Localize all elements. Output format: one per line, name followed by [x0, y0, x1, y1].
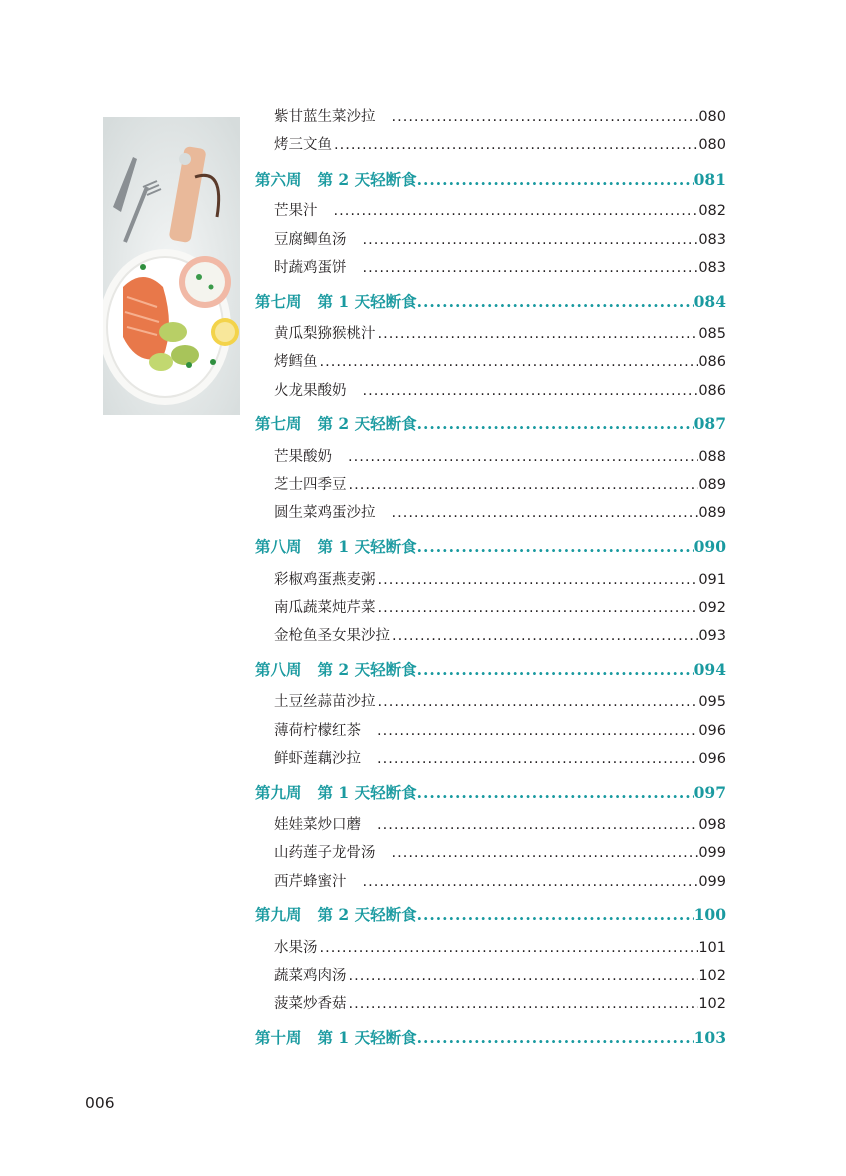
item-title: [274, 230, 361, 250]
page-ref: 086: [698, 383, 726, 399]
page-ref: 080: [698, 137, 726, 153]
item-title: [274, 135, 332, 155]
page-ref: 085: [698, 326, 726, 342]
item-title: [274, 352, 318, 372]
dot-leader: [378, 598, 699, 618]
section-week: 第六周: [255, 170, 302, 189]
section-day: 第 1 天轻断食: [317, 537, 417, 556]
item-title: [274, 938, 318, 958]
toc-item[interactable]: [274, 258, 726, 278]
page-ref: 089: [698, 477, 726, 493]
page-ref: 092: [698, 600, 726, 616]
page-ref: 088: [698, 449, 726, 465]
page-ref: 097: [693, 783, 726, 802]
toc-item[interactable]: [274, 381, 726, 401]
page-ref: 086: [698, 354, 726, 370]
dot-leader: [363, 230, 699, 250]
dot-leader: [417, 414, 694, 434]
dot-leader: [417, 1028, 694, 1048]
item-title: [274, 994, 347, 1014]
dot-leader: [417, 783, 694, 803]
item-name: 芝士四季豆: [274, 477, 347, 493]
section-title: [255, 905, 417, 925]
toc-item[interactable]: [274, 201, 726, 221]
dot-leader: [417, 170, 694, 190]
section-day: 第 2 天轻断食: [317, 414, 417, 433]
page-ref: 082: [698, 203, 726, 219]
item-title: [274, 749, 375, 769]
page-ref: 080: [698, 109, 726, 125]
toc-section[interactable]: [255, 783, 726, 803]
item-name: 南瓜蔬菜炖芹菜: [274, 600, 376, 616]
section-day: 第 1 天轻断食: [317, 292, 417, 311]
dot-leader: [349, 966, 699, 986]
item-title: [274, 570, 376, 590]
toc-item[interactable]: [274, 352, 726, 372]
dot-leader: [417, 905, 694, 925]
item-name: 西芹蜂蜜汁: [274, 874, 347, 890]
item-title: [274, 475, 347, 495]
item-title: [274, 721, 375, 741]
item-title: [274, 872, 361, 892]
section-day: 第 2 天轻断食: [317, 905, 417, 924]
toc-item[interactable]: [274, 966, 726, 986]
item-title: [274, 503, 390, 523]
page-ref: 099: [698, 874, 726, 890]
section-week: 第十周: [255, 1028, 302, 1047]
item-name: 鲜虾莲藕沙拉: [274, 751, 361, 767]
page-ref: 102: [698, 996, 726, 1012]
toc-item[interactable]: [274, 721, 726, 741]
dot-leader: [378, 692, 699, 712]
item-title: [274, 107, 390, 127]
item-title: [274, 324, 376, 344]
item-name: 芒果汁: [274, 203, 318, 219]
toc-item[interactable]: [274, 570, 726, 590]
section-day: 第 1 天轻断食: [317, 783, 417, 802]
item-name: 山药莲子龙骨汤: [274, 845, 376, 861]
page-ref: 103: [693, 1028, 726, 1047]
section-title: [255, 292, 417, 312]
item-name: 烤鳕鱼: [274, 354, 318, 370]
page-ref: 100: [693, 905, 726, 924]
section-title: [255, 660, 417, 680]
dot-leader: [392, 843, 699, 863]
item-title: [274, 966, 347, 986]
dot-leader: [363, 872, 699, 892]
dot-leader: [348, 447, 698, 467]
toc-item[interactable]: [274, 692, 726, 712]
item-name: 彩椒鸡蛋燕麦粥: [274, 572, 376, 588]
page-number: 006: [85, 1094, 115, 1112]
item-title: [274, 258, 361, 278]
toc-item[interactable]: [274, 447, 726, 467]
toc-item[interactable]: [274, 815, 726, 835]
item-title: [274, 815, 375, 835]
dot-leader: [377, 749, 698, 769]
dot-leader: [349, 994, 699, 1014]
dot-leader: [363, 381, 699, 401]
toc-item[interactable]: [274, 324, 726, 344]
item-name: 烤三文鱼: [274, 137, 332, 153]
toc-section[interactable]: [255, 905, 726, 925]
page-ref: 098: [698, 817, 726, 833]
item-title: [274, 626, 390, 646]
item-name: 圆生菜鸡蛋沙拉: [274, 505, 376, 521]
dot-leader: [377, 721, 698, 741]
item-name: 时蔬鸡蛋饼: [274, 260, 347, 276]
page-ref: 093: [698, 628, 726, 644]
page-ref: 091: [698, 572, 726, 588]
page-ref: 084: [693, 292, 726, 311]
item-name: 蔬菜鸡肉汤: [274, 968, 347, 984]
item-title: [274, 843, 390, 863]
toc-item[interactable]: [274, 135, 726, 155]
dot-leader: [392, 503, 699, 523]
item-title: [274, 201, 332, 221]
item-title: [274, 692, 376, 712]
toc-item[interactable]: [274, 475, 726, 495]
dot-leader: [377, 815, 698, 835]
item-name: 豆腐鲫鱼汤: [274, 232, 347, 248]
page-ref: 094: [693, 660, 726, 679]
toc-section[interactable]: [255, 292, 726, 312]
section-day: 第 2 天轻断食: [317, 170, 417, 189]
page-ref: 096: [698, 751, 726, 767]
section-week: 第九周: [255, 783, 302, 802]
page-ref: 090: [693, 537, 726, 556]
page-ref: 102: [698, 968, 726, 984]
toc-section[interactable]: [255, 1028, 726, 1048]
dot-leader: [417, 537, 694, 557]
item-name: 金枪鱼圣女果沙拉: [274, 628, 390, 644]
toc-item[interactable]: [274, 598, 726, 618]
item-name: 薄荷柠檬红茶: [274, 723, 361, 739]
dot-leader: [417, 292, 694, 312]
section-day: 第 1 天轻断食: [317, 1028, 417, 1047]
dot-leader: [417, 660, 694, 680]
toc-item[interactable]: [274, 230, 726, 250]
toc-item[interactable]: [274, 994, 726, 1014]
section-title: [255, 537, 417, 557]
dot-leader: [363, 258, 699, 278]
item-name: 芒果酸奶: [274, 449, 332, 465]
toc-item[interactable]: [274, 872, 726, 892]
dot-leader: [392, 107, 699, 127]
dot-leader: [320, 938, 699, 958]
section-title: [255, 783, 417, 803]
page-ref: 101: [698, 940, 726, 956]
toc-item[interactable]: [274, 503, 726, 523]
page-ref: 083: [698, 232, 726, 248]
toc-item[interactable]: [274, 749, 726, 769]
toc-item[interactable]: [274, 938, 726, 958]
dot-leader: [334, 201, 699, 221]
section-week: 第八周: [255, 660, 302, 679]
item-title: [274, 381, 361, 401]
section-title: [255, 414, 417, 434]
toc-section[interactable]: [255, 660, 726, 680]
dot-leader: [378, 570, 699, 590]
toc-item[interactable]: [274, 843, 726, 863]
page-ref: 099: [698, 845, 726, 861]
dot-leader: [320, 352, 699, 372]
dot-leader: [378, 324, 699, 344]
toc-section[interactable]: [255, 414, 726, 434]
item-title: [274, 447, 346, 467]
toc-item[interactable]: [274, 626, 726, 646]
section-day: 第 2 天轻断食: [317, 660, 417, 679]
item-name: 娃娃菜炒口蘑: [274, 817, 361, 833]
section-title: [255, 1028, 417, 1048]
item-name: 水果汤: [274, 940, 318, 956]
toc-section[interactable]: [255, 170, 726, 190]
item-name: 火龙果酸奶: [274, 383, 347, 399]
section-week: 第八周: [255, 537, 302, 556]
page-ref: 089: [698, 505, 726, 521]
page-ref: 087: [693, 414, 726, 433]
section-week: 第七周: [255, 414, 302, 433]
section-week: 第九周: [255, 905, 302, 924]
dot-leader: [392, 626, 698, 646]
item-name: 紫甘蓝生菜沙拉: [274, 109, 376, 125]
dot-leader: [349, 475, 699, 495]
section-week: 第七周: [255, 292, 302, 311]
page-ref: 096: [698, 723, 726, 739]
toc-item[interactable]: [274, 107, 726, 127]
toc-section[interactable]: [255, 537, 726, 557]
item-title: [274, 598, 376, 618]
page-ref: 081: [693, 170, 726, 189]
section-title: [255, 170, 417, 190]
item-name: 土豆丝蒜苗沙拉: [274, 694, 376, 710]
page-ref: 095: [698, 694, 726, 710]
item-name: 菠菜炒香菇: [274, 996, 347, 1012]
page-ref: 083: [698, 260, 726, 276]
dot-leader: [334, 135, 698, 155]
item-name: 黄瓜梨猕猴桃汁: [274, 326, 376, 342]
